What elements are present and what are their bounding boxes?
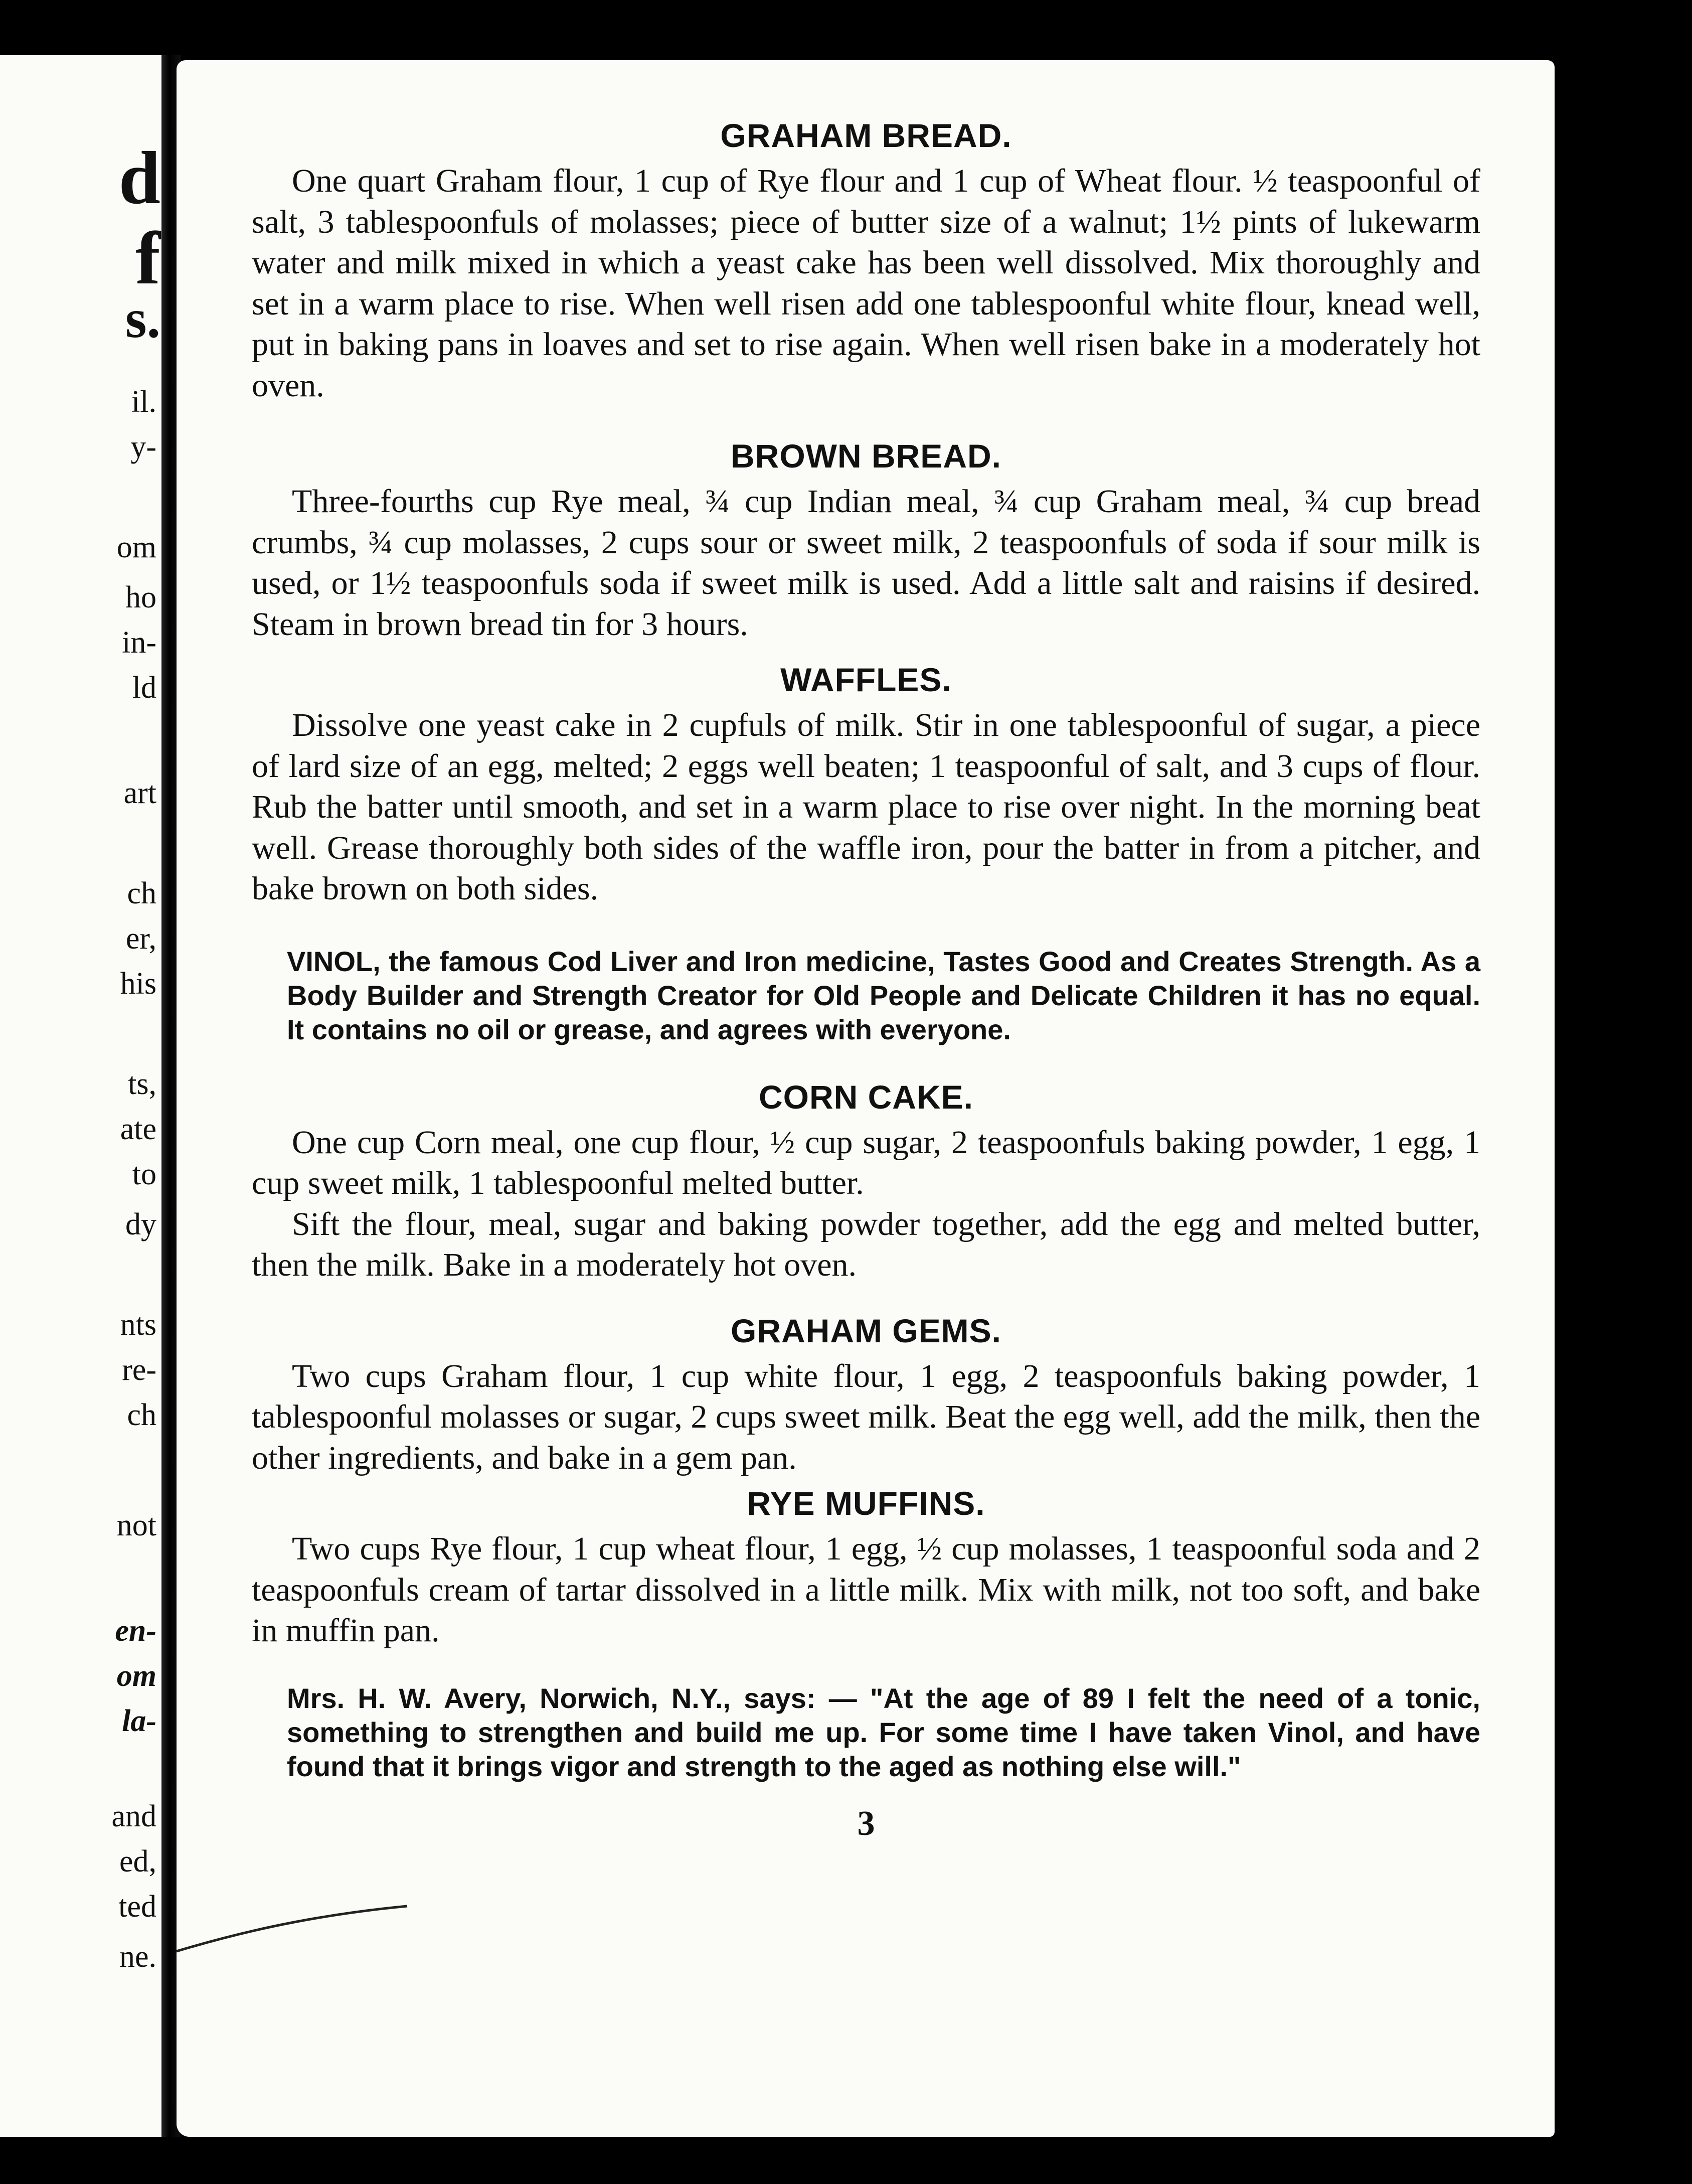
left-fragment: to [132,1157,156,1191]
left-page-edge [0,55,165,2137]
vinol-advertisement: VINOL, the famous Cod Liver and Iron medicine, Tastes Good and Creates Strength. As a Body Builder and Strength Creator for Old People and Delicate Children it has no equal. It contains no oil or grease, and agrees with everyone. [287,945,1480,1045]
recipe-text: Two cups Rye flour, 1 cup wheat flour, 1 egg, ½ cup molasses, 1 teaspoonful soda and 2 teaspoonfuls cream of tartar dissolved in a little milk. Mix with milk, not too soft, and bake in muffin pan. [252,1530,1480,1649]
recipe-title: CORN CAKE. [758,1078,973,1116]
recipe-text: Sift the flour, meal, sugar and baking powder together, add the egg and melted butter, then the milk. Bake in a moderately hot oven. [252,1205,1480,1283]
left-fragment: ed, [119,1844,156,1879]
left-fragment: in- [122,626,156,660]
left-fragment: ne. [119,1940,156,1974]
testimonial-advertisement: Mrs. H. W. Avery, Norwich, N.Y., says: — "At the age of 89 I felt the need of a tonic, something to strengthen and build me up. For some time I have taken Vinol, and have found that it brings vigor and strength to the aged as nothing else will." [287,1682,1480,1782]
recipe-title: WAFFLES. [780,661,952,698]
recipe-graham-gems [252,1306,1480,1479]
recipe-text: Three-fourths cup Rye meal, ¾ cup Indian meal, ¾ cup Graham meal, ¾ cup bread crumbs, ¾ cup molasses, 2 cups sour or sweet milk, 2 teaspoonfuls of soda if sour milk is used, or 1½ teaspoonfuls soda if sweet milk is used. Add a little salt and raisins if desired. Steam in brown bread tin for 3 hours. [252,483,1480,643]
page-content [252,110,1480,1844]
left-fragment: il. [131,385,156,419]
left-fragment: his [120,967,156,1001]
left-fragment: nts [120,1308,156,1342]
left-fragment: art [123,776,156,810]
recipe-text: Two cups Graham flour, 1 cup white flour, 1 egg, 2 teaspoonfuls baking powder, 1 tablespoonful molasses or sugar, 2 cups sweet milk. Beat the egg well, add the milk, then the other ingredients, and bake in a gem pan. [252,1357,1480,1476]
recipe-page [177,60,1555,2137]
recipe-rye-muffins [252,1478,1480,1651]
left-fragment: ld [132,671,156,705]
left-fragment: dy [125,1207,156,1241]
recipe-title: RYE MUFFINS. [747,1485,985,1522]
left-fragment: y- [130,430,156,464]
left-fragment: ts, [128,1067,156,1101]
recipe-graham-bread [252,110,1480,406]
recipe-text: One quart Graham flour, 1 cup of Rye flour and 1 cup of Wheat flour. ½ teaspoonful of salt, 3 tablespoonfuls of molasses; piece of butter size of a walnut; 1½ pints of lukewarm water and milk mixed in which a yeast cake has been well dissolved. Mix thoroughly and set in a warm place to rise. When well risen add one tablespoonful white flour, knead well, put in baking pans in loaves and set to rise again. When well risen bake in a moderately hot oven. [252,163,1480,404]
recipe-brown-bread [252,431,1480,645]
page-number: 3 [857,1804,875,1843]
left-fragment: la- [122,1704,156,1738]
left-fragment: om [116,1659,156,1693]
recipe-title: GRAHAM GEMS. [731,1312,1001,1349]
recipe-waffles [252,655,1480,909]
left-fragment: and [111,1799,156,1833]
left-fragment: om [116,530,156,564]
recipe-corn-cake [252,1072,1480,1286]
left-fragment: not [116,1508,156,1542]
left-fragment: ch [127,876,156,910]
left-fragment: en- [115,1614,156,1648]
recipe-title: GRAHAM BREAD. [720,117,1012,154]
left-fragment: f [135,217,160,300]
left-fragment: ted [118,1890,156,1924]
left-fragment: er, [125,921,156,956]
left-fragment: d [118,136,160,220]
left-fragment: re- [122,1353,156,1387]
left-fragment: ho [125,580,156,614]
recipe-title: BROWN BREAD. [731,437,1001,475]
left-fragment: ate [120,1112,156,1146]
recipe-text: One cup Corn meal, one cup flour, ½ cup sugar, 2 teaspoonfuls baking powder, 1 egg, 1 cup sweet milk, 1 tablespoonful melted butter. [252,1124,1480,1201]
left-fragment: ch [127,1398,156,1432]
left-fragment: s. [125,288,160,349]
recipe-text: Dissolve one yeast cake in 2 cupfuls of milk. Stir in one tablespoonful of sugar, a piece of lard size of an egg, melted; 2 eggs well beaten; 1 teaspoonful of salt, and 3 cups of flour. Rub the batter until smooth, and set in a warm place to rise over night. In the morning beat well. Grease thoroughly both sides of the waffle iron, pour the batter in from a pitcher, and bake brown on both sides. [252,707,1480,907]
